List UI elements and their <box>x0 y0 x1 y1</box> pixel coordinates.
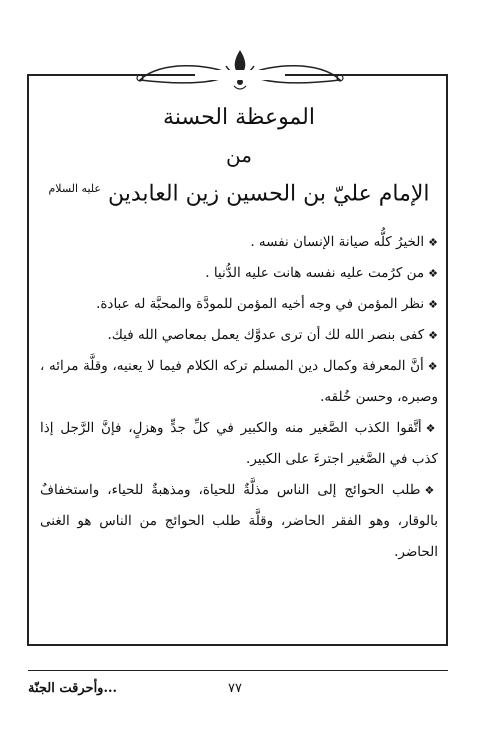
imam-name: الإمام عليّ بن الحسين زين العابدين <box>107 181 430 207</box>
saying-item <box>40 258 438 289</box>
saying-text: أتَّقوا الكذب الصَّغير منه والكبير في كلِّ جدٍّ وهزلٍ، فإنَّ الرَّجل إذا كذب في الصَّغير اجترءَ على الكبير. <box>40 420 438 468</box>
saying-item <box>40 320 438 351</box>
bullet-icon: ❖ <box>424 484 438 498</box>
saying-text: طلب الحوائج إلى الناس مذلَّةٌ للحياة، ومذهبةٌ للحياء، واستخفافٌ بالوقار، وهو الفقر الحاضر، وقلَّة طلب الحوائج من الناس هو الغنى الحاضر. <box>40 482 438 561</box>
honorific: عليه السلام <box>48 182 101 195</box>
saying-item <box>40 351 438 413</box>
saying-text: نظر المؤمن في وجه أخيه المؤمن للمودَّة والمحبَّة له عبادة. <box>96 296 425 313</box>
footer-divider <box>28 670 448 671</box>
sayings-list <box>40 227 438 568</box>
page-number: ٧٧ <box>228 681 242 696</box>
saying-item <box>40 227 438 258</box>
saying-text: من كرُمت عليه نفسه هانت عليه الدُّنيا . <box>205 265 425 282</box>
saying-item <box>40 413 438 475</box>
saying-text: كفى بنصر الله لك أن ترى عدوَّك يعمل بمعاصي الله فيك. <box>107 327 425 344</box>
saying-item <box>40 475 438 568</box>
saying-text: الخيرُ كلُّه صيانة الإنسان نفسه . <box>250 234 425 251</box>
page-title: الموعظة الحسنة <box>163 105 315 130</box>
frame-gap <box>195 70 285 80</box>
running-head: ...وأحرقت الجنّة <box>28 681 118 696</box>
bullet-icon: ❖ <box>428 236 438 250</box>
saying-text: أنَّ المعرفة وكمال دين المسلم تركه الكلام فيما لا يعنيه، وقلَّة مرائه ، وصبره، وحسن خُلقه. <box>40 358 438 406</box>
subtitle: من <box>226 143 252 167</box>
bullet-icon: ❖ <box>428 267 438 281</box>
bullet-icon: ❖ <box>427 360 438 374</box>
bullet-icon: ❖ <box>425 422 438 436</box>
imam-heading <box>40 170 438 213</box>
main-content <box>40 100 438 568</box>
bullet-icon: ❖ <box>428 329 438 343</box>
bullet-icon: ❖ <box>428 298 438 312</box>
saying-item <box>40 289 438 320</box>
